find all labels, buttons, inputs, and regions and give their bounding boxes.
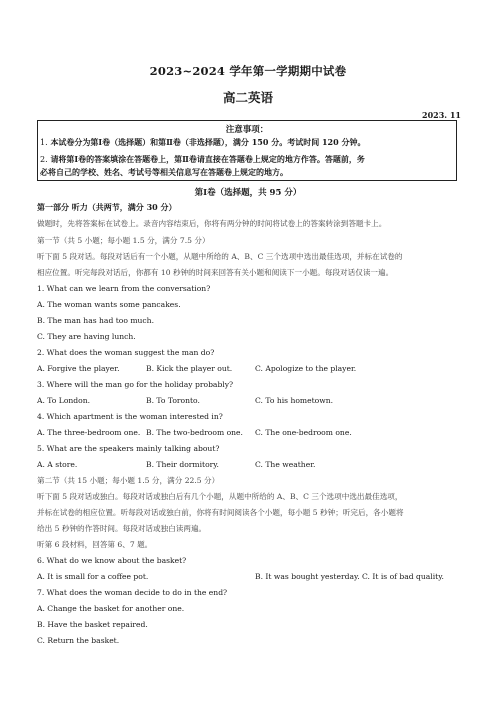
question-3: 3. Where will the man go for the holiday probably?	[37, 380, 234, 389]
part1-title: 第一部分 听力（共两节，满分 30 分）	[37, 202, 177, 212]
question-2: 2. What does the woman suggest the man do?	[37, 348, 215, 357]
question-3-option-a: A. To London.	[37, 396, 91, 405]
question-7-option-a: A. Change the basket for another one.	[37, 604, 185, 613]
section2-instruction-3: 给出 5 秒钟的作答时间。每段对话或独白读两遍。	[37, 524, 207, 533]
question-5-option-c: C. The weather.	[255, 460, 316, 469]
notice-item-1	[40, 137, 365, 148]
notice-item-2-num: 2.	[40, 155, 48, 164]
question-6-option-c: C. It is of bad quality.	[362, 572, 444, 581]
question-7: 7. What does the woman decide to do in the end?	[37, 588, 228, 597]
notice-title: 注意事项：	[225, 125, 269, 135]
question-4: 4. Which apartment is the woman interested in?	[37, 412, 223, 421]
question-1-option-b: B. The man has had too much.	[37, 316, 154, 325]
question-5-option-b: B. Their dormitory.	[146, 460, 219, 469]
exam-subject: 高二英语	[222, 90, 273, 105]
question-2-option-b: B. Kick the player out.	[146, 364, 233, 373]
notice-continuation: 必将自己的学校、姓名、考试号等相关信息写在答题卷上规定的地方。	[40, 167, 288, 177]
question-5: 5. What are the speakers mainly talking about?	[37, 444, 220, 453]
question-5-option-a: A. A store.	[37, 460, 78, 469]
section1-title: 第一节（共 5 小题；每小题 1.5 分，满分 7.5 分）	[37, 236, 210, 245]
notice-item-1-text: 本试卷分为第Ⅰ卷（选择题）和第Ⅱ卷（非选择题），满分 150 分。考试时间 120 分钟。	[50, 137, 366, 147]
notice-item-2-text: 请将第Ⅰ卷的答案填涂在答题卷上，第Ⅱ卷请直接在答题卷上规定的地方作答。答题前，务	[50, 154, 365, 164]
material-6-label: 听第 6 段材料，回答第 6、7 题。	[37, 540, 153, 549]
question-3-option-c: C. To his hometown.	[255, 396, 334, 405]
question-1-option-c: C. They are having lunch.	[37, 332, 136, 341]
section2-instruction-2: 并标在试卷的相应位置。听每段对话或独白前，你将有时间阅读各个小题，每小题 5 秒钟；听完后，各小题将	[37, 508, 404, 517]
notice-item-1-num: 1.	[40, 138, 48, 147]
question-7-option-c: C. Return the basket.	[37, 636, 120, 645]
question-4-option-c: C. The one-bedroom one.	[255, 428, 352, 437]
section2-instruction-1: 听下面 5 段对话或独白。每段对话或独白后有几个小题，从题中所给的 A、B、C 三个选项中选出最佳选项，	[37, 492, 403, 501]
section-heading: 第Ⅰ卷（选择题，共 95 分）	[194, 188, 302, 198]
question-2-option-a: A. Forgive the player.	[37, 364, 120, 373]
question-6-option-b: B. It was bought yesterday.	[255, 572, 360, 581]
question-2-option-c: C. Apologize to the player.	[255, 364, 357, 373]
question-4-option-b: B. The two-bedroom one.	[146, 428, 243, 437]
notice-item-2	[40, 154, 365, 165]
question-7-option-b: B. Have the basket repaired.	[37, 620, 148, 629]
part1-instruction: 做题时，先将答案标在试卷上。录音内容结束后，你将有两分钟的时间将试卷上的答案转涂到答题卡上。	[37, 219, 387, 228]
question-4-option-a: A. The three-bedroom one.	[37, 428, 141, 437]
question-3-option-b: B. To Toronto.	[146, 396, 200, 405]
exam-date: 2023. 11	[422, 110, 461, 120]
section1-instruction-1: 听下面 5 段对话。每段对话后有一个小题，从题中所给的 A、B、C 三个选项中选出最佳选项，并标在试卷的	[37, 252, 403, 261]
notice-box	[37, 120, 457, 181]
question-6-option-a: A. It is small for a coffee pot.	[37, 572, 149, 581]
exam-title: 2023~2024 学年第一学期期中试卷	[149, 64, 347, 78]
question-6: 6. What do we know about the basket?	[37, 556, 187, 565]
section1-instruction-2: 相应位置。听完每段对话后，你都有 10 秒钟的时间来回答有关小题和阅读下一小题。每段对话仅读一遍。	[37, 268, 394, 277]
section2-title: 第二节（共 15 小题；每小题 1.5 分，满分 22.5 分）	[37, 476, 220, 485]
question-1-option-a: A. The woman wants some pancakes.	[37, 300, 181, 309]
question-1: 1. What can we learn from the conversation?	[37, 284, 211, 293]
